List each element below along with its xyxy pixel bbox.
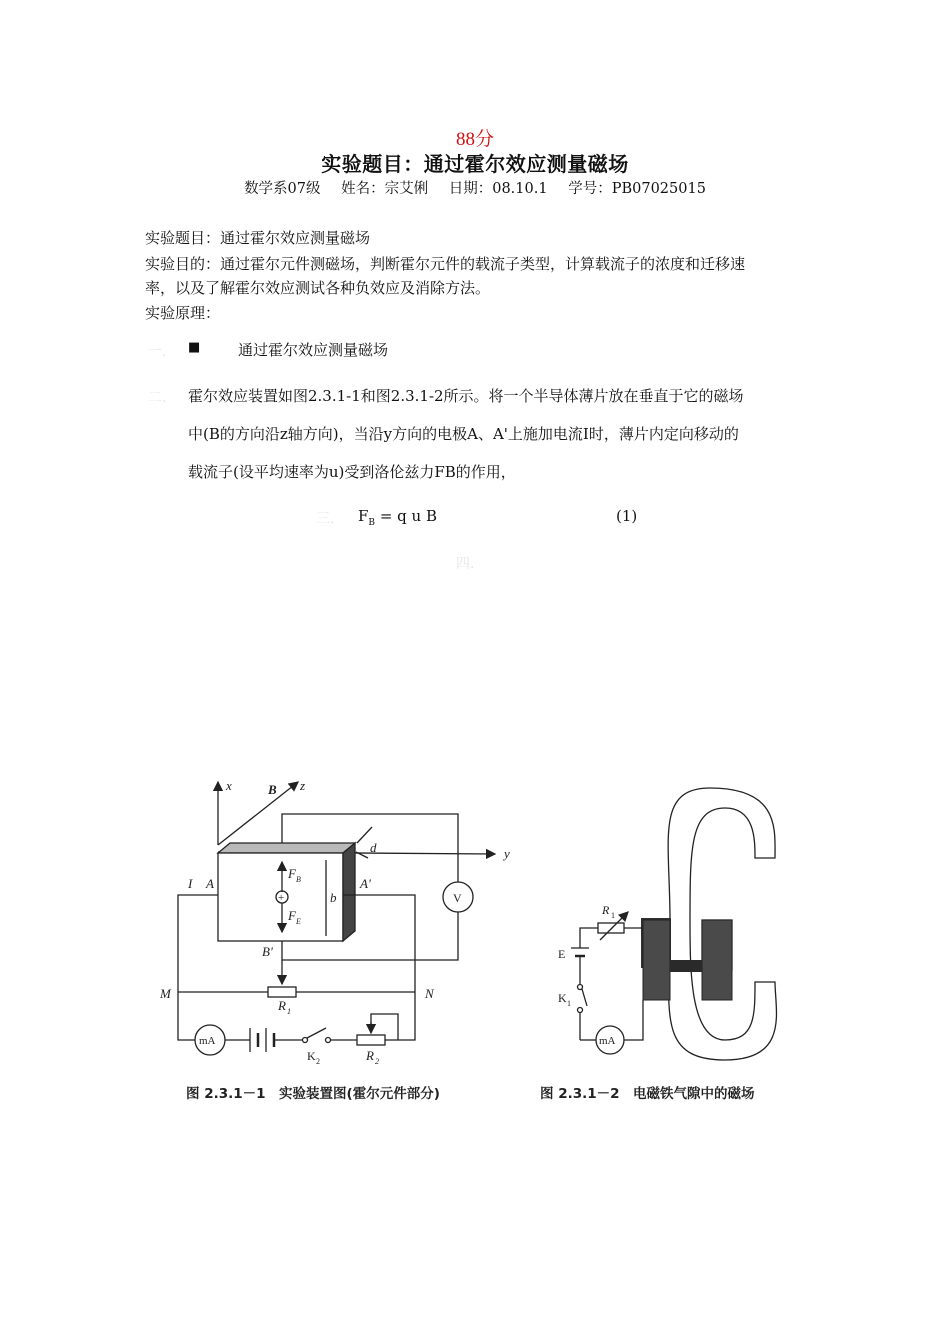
label-FB: F <box>288 866 296 881</box>
label-mA: mA <box>199 1035 216 1047</box>
document-title: 实验题目：通过霍尔效应测量磁场 <box>321 152 629 176</box>
plate-top <box>218 843 355 853</box>
item-2-line-2: 中(B的方向沿z轴方向)，当沿y方向的电极A、A'上施加电流I时，薄片内定向移动的 <box>188 425 739 443</box>
label-plus: + <box>278 892 285 904</box>
plate-side <box>343 843 355 941</box>
student-id: 学号：PB07025015 <box>568 181 706 197</box>
fig2-resistor-r1 <box>598 923 624 933</box>
label-FE: F <box>288 908 296 923</box>
label-R2: R <box>366 1048 374 1063</box>
label-R2-sub: 2 <box>375 1057 379 1066</box>
resistor-r1 <box>268 987 296 997</box>
label-x: x <box>226 778 232 793</box>
label-z: z <box>300 778 306 793</box>
fig2-label-R1-sub: 1 <box>611 911 615 920</box>
bullet-icon: ■ <box>188 340 201 355</box>
label-B: B <box>268 782 277 797</box>
hall-effect-figures <box>150 770 810 1110</box>
fig2-label-K1-sub: 1 <box>567 999 571 1008</box>
label-FE-sub: E <box>296 917 301 926</box>
formula-number: (1) <box>616 507 638 525</box>
label-M: M <box>160 986 171 1001</box>
principle-heading: 实验原理： <box>145 304 221 322</box>
label-b: b <box>330 890 337 905</box>
label-A-prime: A' <box>360 876 371 891</box>
formula-rhs: = q u B <box>375 507 437 525</box>
label-N: N <box>425 986 434 1001</box>
resistor-r2 <box>357 1035 385 1045</box>
label-V: V <box>453 891 462 905</box>
topic-line: 实验题目：通过霍尔效应测量磁场 <box>145 229 371 247</box>
fig2-label-K1: K <box>558 991 567 1005</box>
list-marker-3: 三. <box>316 511 335 527</box>
label-d: d <box>370 840 377 855</box>
label-y: y <box>504 846 510 861</box>
item-2-line-3: 载流子(设平均速率为u)受到洛伦兹力FB的作用， <box>188 463 516 481</box>
label-B-prime: B' <box>262 944 273 959</box>
department: 数学系07级 <box>244 181 321 197</box>
purpose-line-1: 实验目的：通过霍尔元件测磁场，判断霍尔元件的载流子类型，计算载流子的浓度和迁移速 <box>145 255 746 273</box>
label-K2: K <box>307 1049 316 1063</box>
fig2-label-R1: R <box>602 903 610 917</box>
author-meta <box>0 177 950 198</box>
label-FB-sub: B <box>296 875 301 884</box>
formula <box>358 507 437 528</box>
figure-2-caption: 图 2.3.1－2 电磁铁气隙中的磁场 <box>540 1086 755 1102</box>
fig2-label-E: E <box>558 947 566 961</box>
label-R1-sub: 1 <box>287 1007 291 1016</box>
label-I: I <box>188 876 193 891</box>
label-A: A <box>206 876 214 891</box>
formula-sub: B <box>368 518 376 528</box>
purpose-line-2: 率，以及了解霍尔效应测试各种负效应及消除方法。 <box>145 279 491 297</box>
fig2-label-mA: mA <box>599 1035 616 1047</box>
author-name: 姓名：宗艾俐 <box>341 181 429 197</box>
label-K2-sub: 2 <box>316 1057 320 1066</box>
list-marker-1: 一. <box>148 344 167 360</box>
item-2-line-1: 霍尔效应装置如图2.3.1-1和图2.3.1-2所示。将一个半导体薄片放在垂直于它的磁场 <box>188 387 744 405</box>
item-1-text: 通过霍尔效应测量磁场 <box>238 341 389 359</box>
score: 88分 <box>455 129 494 150</box>
list-marker-2: 二. <box>148 390 167 406</box>
list-marker-4: 四. <box>456 556 475 572</box>
formula-lhs: F <box>358 507 369 525</box>
report-date: 日期：08.10.1 <box>448 181 548 197</box>
label-R1: R <box>278 998 286 1013</box>
figure-1-caption: 图 2.3.1－1 实验装置图(霍尔元件部分) <box>186 1086 440 1102</box>
